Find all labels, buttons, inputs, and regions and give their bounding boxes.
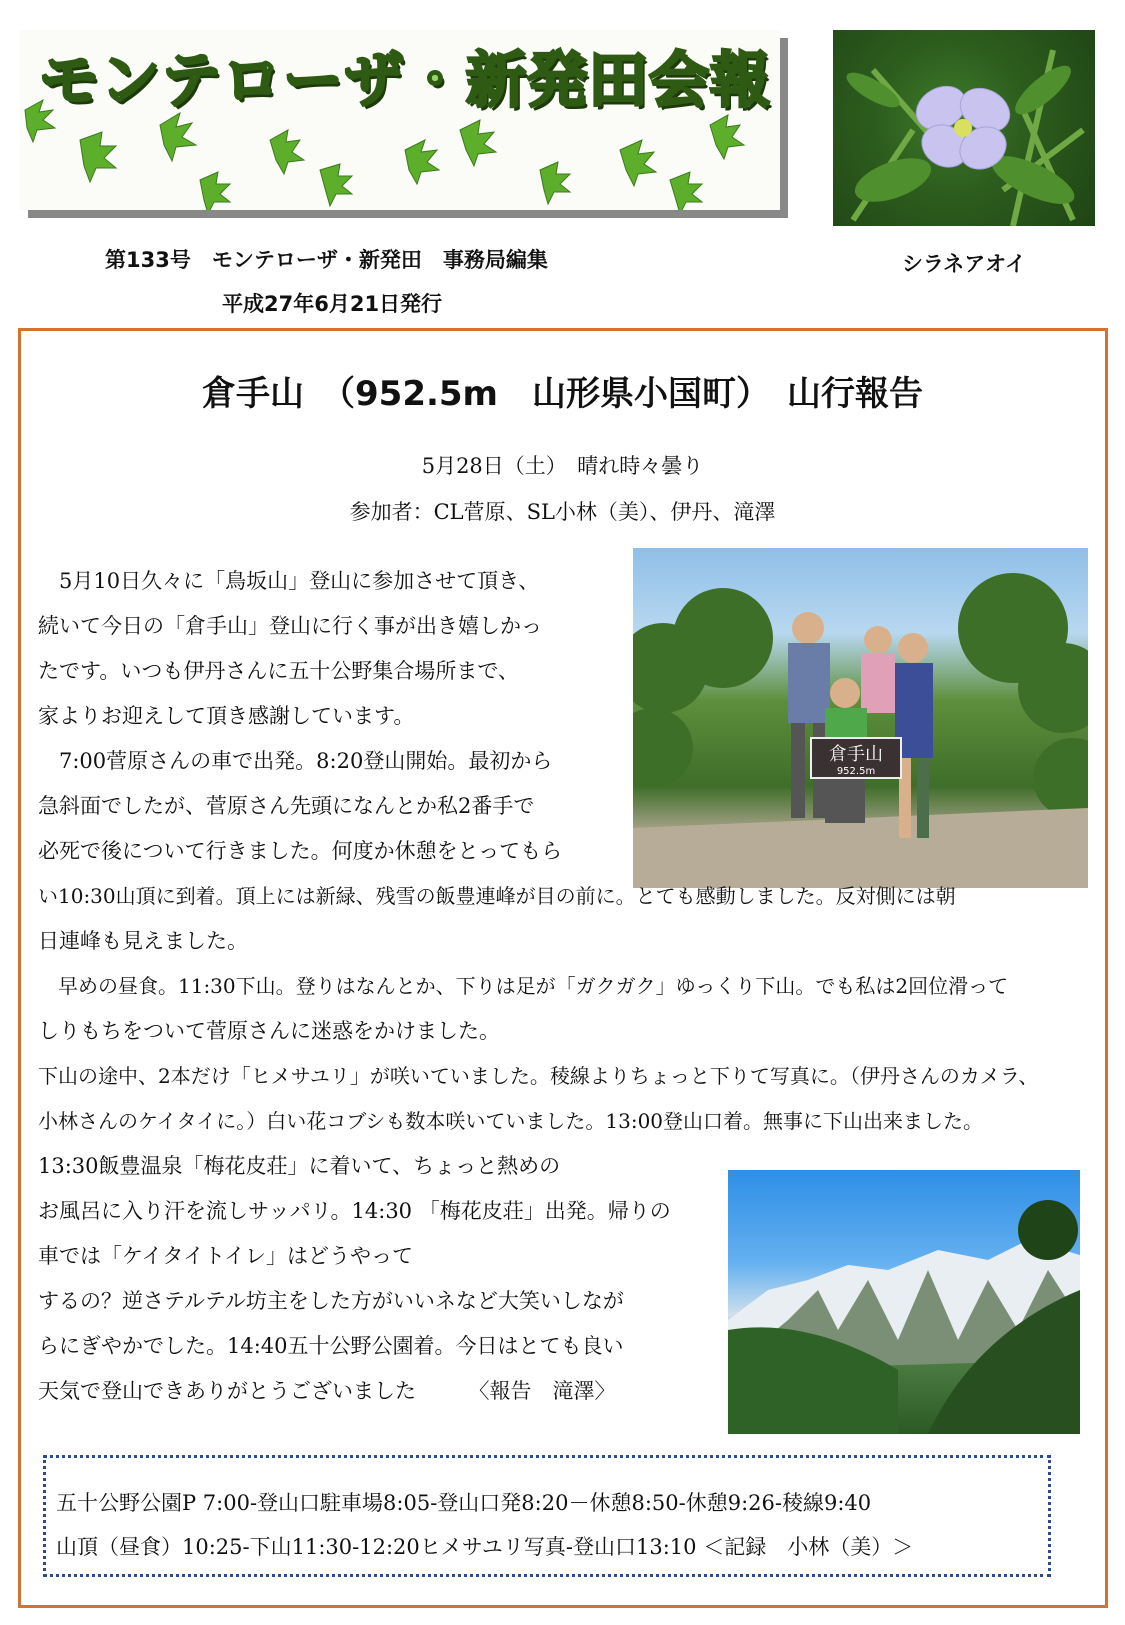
report-title: 倉手山 （952.5m 山形県小国町） 山行報告 bbox=[202, 374, 923, 414]
report-line-7: 必死で後について行きました。何度か休憩をとってもら bbox=[38, 839, 563, 863]
report-line-15: お風呂に入り汗を流しサッパリ。14:30 「梅花皮荘」出発。帰りの bbox=[38, 1199, 671, 1223]
report-line-14: 13:30飯豊温泉「梅花皮荘」に着いて、ちょっと熱めの bbox=[38, 1154, 561, 1178]
mountain-illustration bbox=[728, 1170, 1080, 1434]
record-line-1: 五十公野公園P 7:00-登山口駐車場8:05-登山口発8:20－休憩8:50-休憩9:26-稜線9:40 bbox=[56, 1491, 872, 1515]
issue-date: 平成27年6月21日発行 bbox=[222, 292, 443, 316]
report-line-6: 急斜面でしたが、菅原さん先頭になんとか私2番手で bbox=[38, 794, 535, 818]
record-line-2: 山頂（昼食）10:25-下山11:30-12:20ヒメサユリ写真-登山口13:10 ＜記録 小林（美）＞ bbox=[56, 1535, 914, 1559]
report-line-18: らにぎやかでした。14:40五十公野公園着。今日はとても良い bbox=[38, 1334, 624, 1358]
mountain-photo bbox=[728, 1170, 1080, 1434]
report-line-10: 早めの昼食。11:30下山。登りはなんとか、下りは足が「ガクガク」ゆっくり下山。でも私は2回位滑って bbox=[38, 974, 1009, 998]
report-line-9: 日連峰も見えました。 bbox=[38, 929, 248, 953]
report-line-1: 5月10日久々に「鳥坂山」登山に参加させて頂き、 bbox=[38, 569, 540, 593]
flower-caption: シラネアオイ bbox=[901, 252, 1027, 276]
report-line-17: するの？逆さテルテル坊主をした方がいいネなど大笑いしなが bbox=[38, 1289, 624, 1313]
report-line-16: 車では「ケイタイトイレ」はどうやって bbox=[38, 1244, 414, 1268]
report-line-3: たです。いつも伊丹さんに五十公野集合場所まで、 bbox=[38, 659, 519, 683]
report-participants: 参加者：CL菅原、SL小林（美）、伊丹、滝澤 bbox=[349, 500, 776, 524]
report-line-4: 家よりお迎えして頂き感謝しています。 bbox=[38, 704, 415, 728]
report-line-5: 7:00菅原さんの車で出発。8:20登山開始。最初から bbox=[38, 749, 553, 773]
summit-sign-name: 倉手山 bbox=[829, 744, 883, 765]
report-line-13: 小林さんのケイタイに。）白い花コブシも数本咲いていました。13:00登山口着。無事に下山出来ました。 bbox=[38, 1109, 984, 1133]
report-line-2: 続いて今日の「倉手山」登山に行く事が出き嬉しかっ bbox=[38, 614, 542, 638]
report-date-weather: 5月28日（土） 晴れ時々曇り bbox=[421, 454, 704, 478]
flower-photo bbox=[833, 30, 1095, 226]
report-line-19: 天気で登山できありがとうございました 〈報告 滝澤〉 bbox=[38, 1379, 616, 1403]
summit-photo bbox=[633, 548, 1088, 888]
flower-illustration bbox=[833, 30, 1095, 226]
summit-illustration bbox=[633, 548, 1088, 888]
issue-number-line: 第133号 モンテローザ・新発田 事務局編集 bbox=[105, 248, 548, 272]
report-line-8: い10:30山頂に到着。頂上には新緑、残雪の飯豊連峰が目の前に。とても感動しました。反対側には朝 bbox=[38, 884, 956, 908]
report-line-12: 下山の途中、2本だけ「ヒメサユリ」が咲いていました。稜線よりちょっと下りて写真に。（伊丹さんのカメラ、 bbox=[38, 1064, 1039, 1088]
newsletter-banner bbox=[20, 30, 780, 210]
newsletter-title: モンテローザ・新発田会報 bbox=[39, 46, 771, 116]
report-line-11: しりもちをついて菅原さんに迷惑をかけました。 bbox=[38, 1019, 500, 1043]
summit-sign-height: 952.5m bbox=[836, 766, 876, 777]
